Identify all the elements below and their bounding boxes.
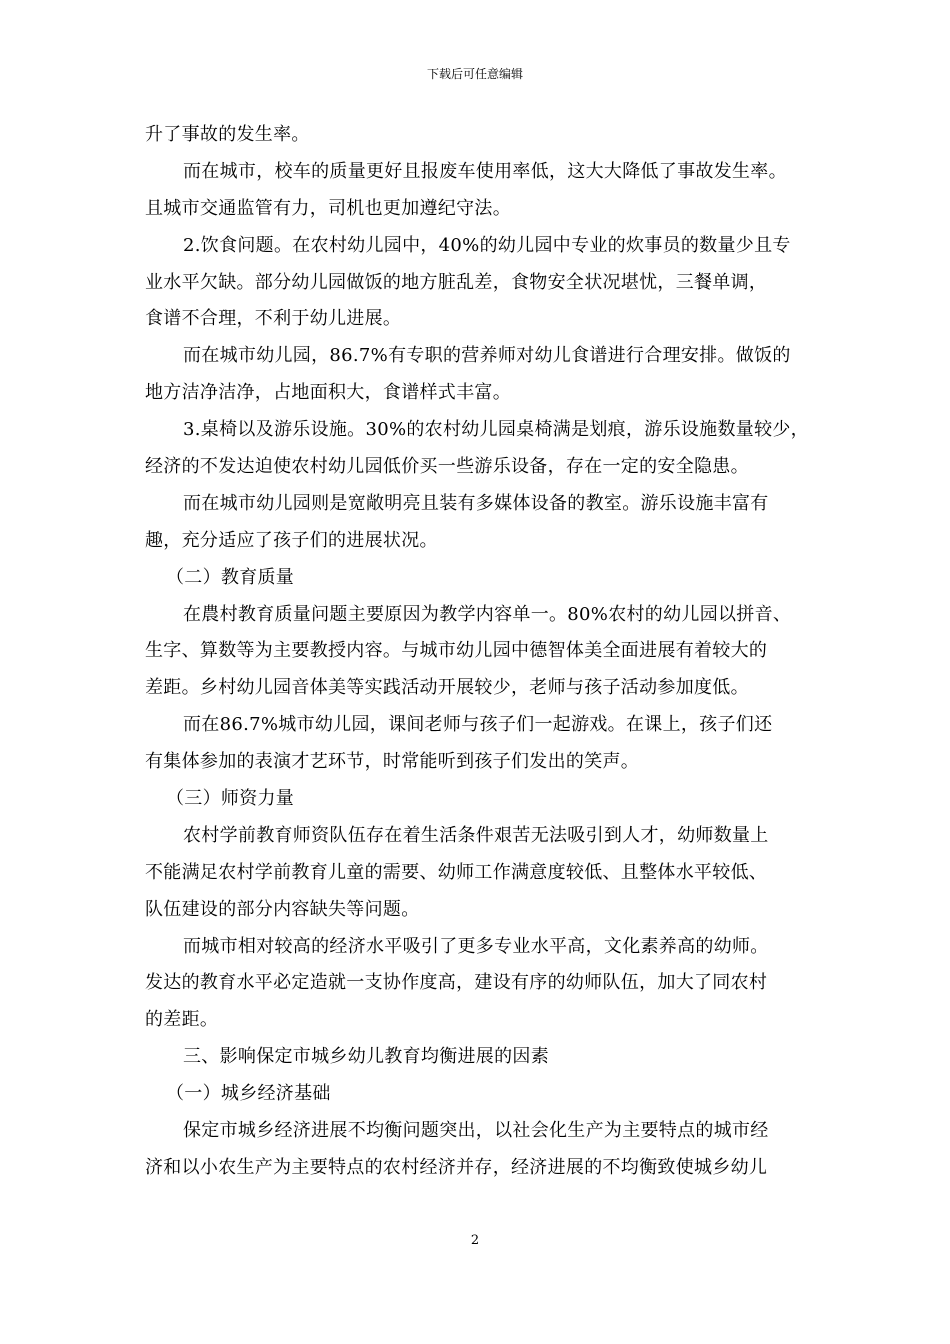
text-line: 发达的教育水平必定造就一支协作度高，建设有序的幼师队伍，加大了同农村 (145, 972, 768, 994)
text-line: 食谱不合理，不利于幼儿进展。 (145, 308, 402, 330)
text-line: 而在城市幼儿园则是宽敞明亮且装有多媒体设备的教室。游乐设施丰富有 (183, 492, 769, 514)
text-line: 差距。乡村幼儿园音体美等实践活动开展较少，老师与孩子活动参加度低。 (145, 677, 749, 699)
document-body (145, 117, 809, 1187)
page-header: 下载后可任意编辑 (426, 67, 523, 81)
text-line: 的差距。 (145, 1009, 219, 1031)
text-line: （三）师资力量 (166, 788, 295, 810)
text-line: 趣，充分适应了孩子们的进展状况。 (145, 529, 438, 551)
text-line: 而在城市，校车的质量更好且报废车使用率低，这大大降低了事故发生率。 (183, 160, 787, 182)
text-line: 且城市交通监管有力，司机也更加遵纪守法。 (145, 197, 511, 219)
text-line: 在農村教育质量问题主要原因为教学内容单一。80%农村的幼儿园以拼音、 (183, 603, 792, 625)
text-line: 地方洁净洁净，占地面积大，食谱样式丰富。 (145, 382, 511, 404)
text-line: 农村学前教育师资队伍存在着生活条件艰苦无法吸引到人才，幼师数量上 (183, 824, 769, 846)
text-line: 经济的不发达迫使农村幼儿园低价买一些游乐设备，存在一定的安全隐患。 (145, 456, 749, 478)
text-line: 保定市城乡经济进展不均衡问题突出，以社会化生产为主要特点的城市经 (183, 1120, 769, 1142)
text-line: 升了事故的发生率。 (145, 124, 310, 145)
text-line: 业水平欠缺。部分幼儿园做饭的地方脏乱差，食物安全状况堪忧，三餐单调， (145, 271, 768, 293)
text-line: （二）教育质量 (166, 566, 295, 588)
text-line: 济和以小农生产为主要特点的农村经济并存，经济进展的不均衡致使城乡幼儿 (145, 1156, 768, 1178)
text-line: （一）城乡经济基础 (166, 1083, 331, 1105)
text-line: 3.桌椅以及游乐设施。30%的农村幼儿园桌椅满是划痕，游乐设施数量较少， (183, 419, 809, 441)
text-line: 而在86.7%城市幼儿园，课间老师与孩子们一起游戏。在课上，孩子们还 (183, 714, 773, 736)
text-line: 有集体参加的表演才艺环节，时常能听到孩子们发出的笑声。 (145, 751, 640, 773)
text-line: 生字、算数等为主要教授内容。与城市幼儿园中德智体美全面进展有着较大的 (145, 640, 768, 662)
text-line: 队伍建设的部分内容缺失等问题。 (145, 898, 420, 920)
text-line: 不能满足农村学前教育儿童的需要、幼师工作满意度较低、且整体水平较低、 (145, 861, 768, 883)
text-line: 2.饮食问题。在农村幼儿园中，40%的幼儿园中专业的炊事员的数量少且专 (183, 234, 791, 256)
text-line: 而城市相对较高的经济水平吸引了更多专业水平高，文化素养高的幼师。 (183, 935, 769, 957)
text-line: 而在城市幼儿园，86.7%有专职的营养师对幼儿食谱进行合理安排。做饭的 (183, 345, 791, 367)
page-number: 2 (470, 1233, 480, 1248)
text-line: 三、影响保定市城乡幼儿教育均衡进展的因素 (183, 1046, 549, 1068)
